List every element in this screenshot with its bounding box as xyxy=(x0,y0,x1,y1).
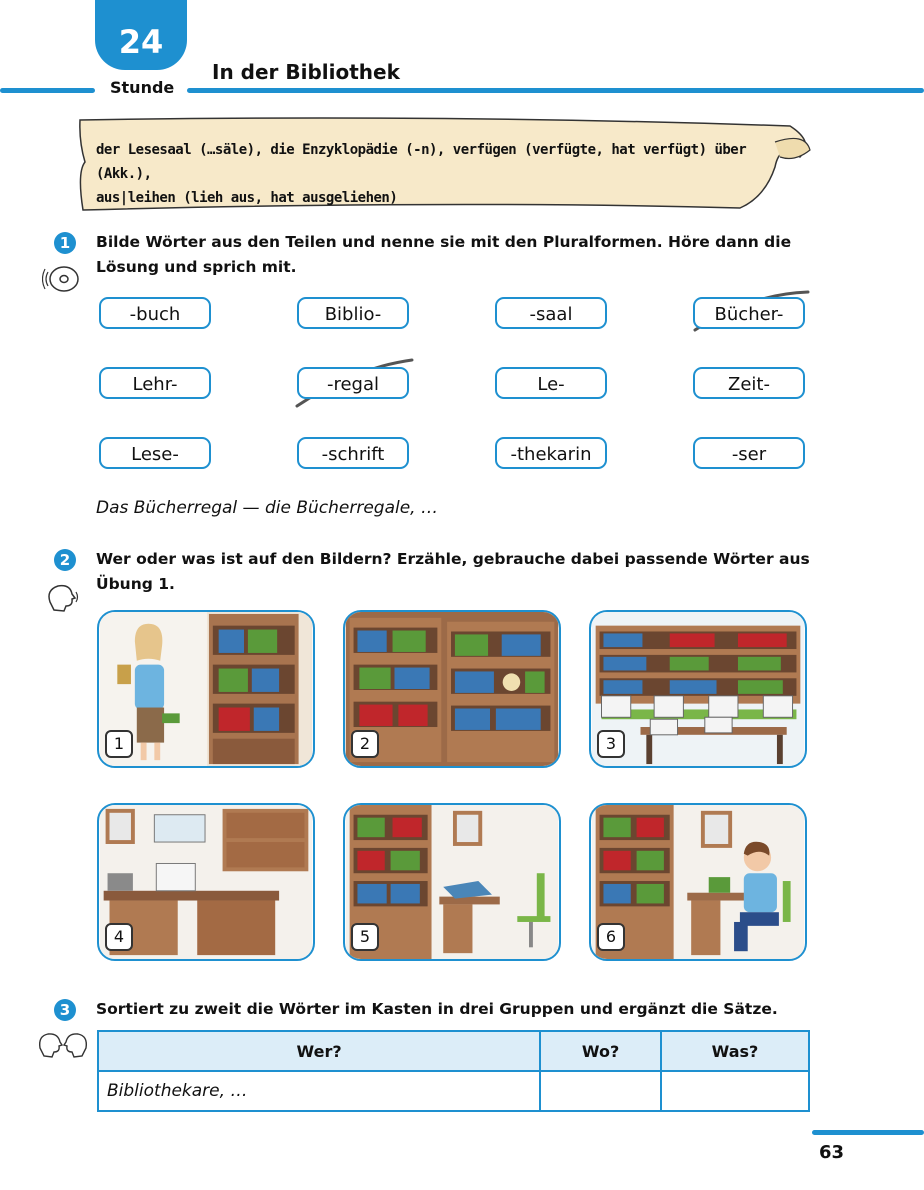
word-part-chip[interactable]: Biblio- xyxy=(297,297,409,329)
header-rule-left xyxy=(0,88,95,93)
picture-number: 4 xyxy=(105,923,133,951)
exercise-number: 1 xyxy=(54,232,76,254)
page-number: 63 xyxy=(818,1142,844,1163)
word-part-chip[interactable]: -schrift xyxy=(297,437,409,469)
table-cell-wo[interactable] xyxy=(540,1071,661,1111)
picture-number: 5 xyxy=(351,923,379,951)
column-header-wer: Wer? xyxy=(98,1031,540,1071)
word-sort-table xyxy=(97,1030,810,1112)
column-header-wo: Wo? xyxy=(540,1031,661,1071)
picture-number: 1 xyxy=(105,730,133,758)
speaking-head-icon xyxy=(44,582,84,614)
word-part-chip[interactable]: -saal xyxy=(495,297,607,329)
word-part-chip[interactable]: Lehr- xyxy=(99,367,211,399)
example-answer: Das Bücherregal — die Bücherregale, … xyxy=(96,498,438,518)
picture-number: 3 xyxy=(597,730,625,758)
lesson-number-badge xyxy=(95,0,187,70)
exercise-number: 2 xyxy=(54,549,76,571)
word-part-chip[interactable]: -regal xyxy=(297,367,409,399)
word-part-chip[interactable]: Lese- xyxy=(99,437,211,469)
word-part-chip[interactable]: -ser xyxy=(693,437,805,469)
word-part-chip[interactable]: Le- xyxy=(495,367,607,399)
table-row xyxy=(98,1071,809,1111)
header-rule-right xyxy=(187,88,924,93)
vocabulary-box xyxy=(96,138,786,210)
exercise-instruction: Bilde Wörter aus den Teilen und nenne sie mit den Pluralformen. Höre dann die Lösung und sprich mit. xyxy=(96,233,792,276)
table-cell-was[interactable] xyxy=(661,1071,809,1111)
cd-audio-icon xyxy=(42,262,82,296)
pair-talk-icon xyxy=(36,1030,90,1060)
picture-number: 2 xyxy=(351,730,379,758)
picture-reading-room xyxy=(589,610,807,768)
lesson-number: 24 xyxy=(118,23,164,61)
exercise-number: 3 xyxy=(54,999,76,1021)
picture-man-at-desk xyxy=(589,803,807,961)
vocabulary-line: der Lesesaal (…säle), die Enzyklopädie (-n), verfügen (verfügte, hat verfügt) über (Akk.), xyxy=(96,142,747,182)
column-header-was: Was? xyxy=(661,1031,809,1071)
page-title: In der Bibliothek xyxy=(212,60,400,84)
word-part-chip[interactable]: -thekarin xyxy=(495,437,607,469)
picture-desk-with-magazine xyxy=(343,803,561,961)
picture-number: 6 xyxy=(597,923,625,951)
exercise-instruction: Sortiert zu zweit die Wörter im Kasten in drei Gruppen und ergänzt die Sätze. xyxy=(96,1000,778,1018)
word-part-chip[interactable]: -buch xyxy=(99,297,211,329)
picture-librarian xyxy=(97,610,315,768)
footer-rule xyxy=(812,1130,924,1135)
table-cell-wer[interactable]: Bibliothekare, … xyxy=(98,1071,540,1111)
word-part-chip[interactable]: Bücher- xyxy=(693,297,805,329)
lesson-unit-label: Stunde xyxy=(110,78,175,97)
exercise-instruction: Wer oder was ist auf den Bildern? Erzähle, gebrauche dabei passende Wörter aus Übung 1. xyxy=(96,550,810,593)
picture-office-desk xyxy=(97,803,315,961)
picture-bookshelves xyxy=(343,610,561,768)
table-header-row xyxy=(98,1031,809,1071)
vocabulary-line: aus|leihen (lieh aus, hat ausgeliehen) xyxy=(96,190,398,206)
word-part-chip[interactable]: Zeit- xyxy=(693,367,805,399)
